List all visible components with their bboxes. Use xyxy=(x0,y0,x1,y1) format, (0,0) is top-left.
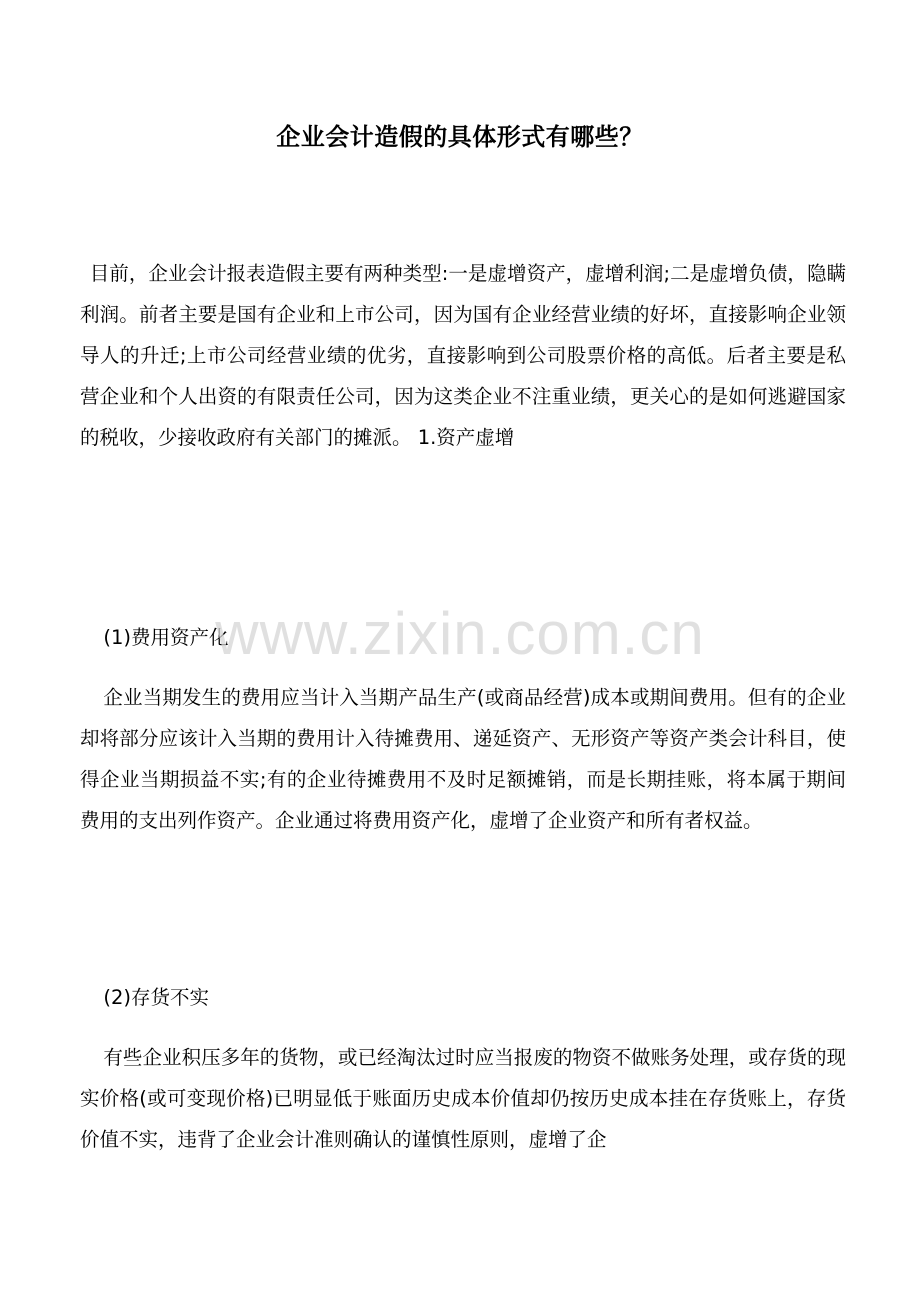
section-heading-inventory: (2)存货不实 xyxy=(103,986,210,1009)
document-title: 企业会计造假的具体形式有哪些？ xyxy=(276,123,644,151)
inventory-paragraph: 有些企业积压多年的货物，或已经淘汰过时应当报废的物资不做账务处理，或存货的现实价格(或可变现价格)已明显低于账面历史成本价值却仍按历史成本挂在存货账上，存货价值不实，违背了企业会计准则确认的谨慎性原则，虚增了企 xyxy=(80,1046,846,1151)
watermark: www.zixin.com.cn xyxy=(215,600,705,667)
expense-capitalization-paragraph: 企业当期发生的费用应当计入当期产品生产(或商品经营)成本或期间费用。但有的企业却将部分应该计入当期的费用计入待摊费用、递延资产、无形资产等资产类会计科目，使得企业当期损益不实;有的企业待摊费用不及时足额摊销，而是长期挂账，将本属于期间费用的支出列作资产。企业通过将费用资产化，虚增了企业资产和所有者权益。 xyxy=(80,686,846,832)
intro-paragraph: 目前，企业会计报表造假主要有两种类型:一是虚增资产，虚增利润;二是虚增负债，隐瞒利润。前者主要是国有企业和上市公司，因为国有企业经营业绩的好坏，直接影响企业领导人的升迁;上市公司经营业绩的优劣，直接影响到公司股票价格的高低。后者主要是私营企业和个人出资的有限责任公司，因为这类企业不注重业绩，更关心的是如何逃避国家的税收，少接收政府有关部门的摊派。 1.资产虚增 xyxy=(80,262,846,449)
section-heading-expense-capitalization: (1)费用资产化 xyxy=(103,626,229,649)
